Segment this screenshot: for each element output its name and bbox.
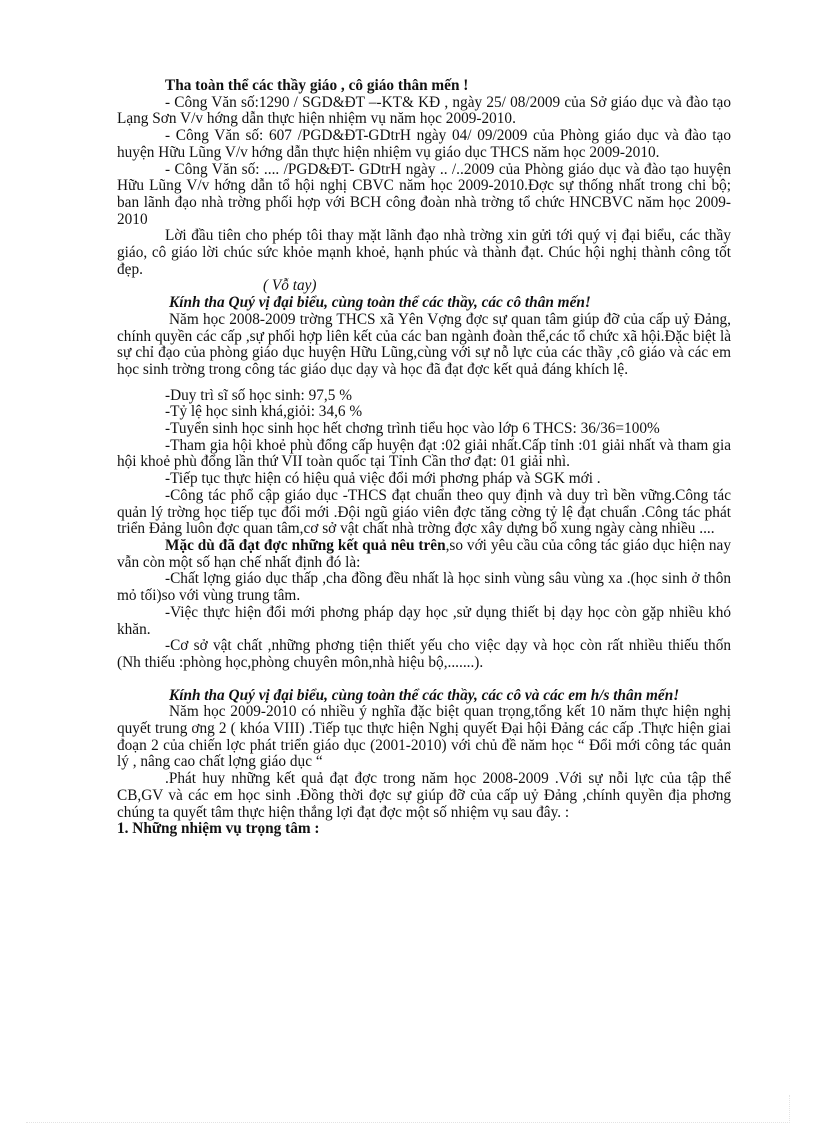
greeting-line: Tha toàn thể các thầy giáo , cô giáo thân mến ! bbox=[165, 77, 469, 94]
limitation-co-so: -Cơ sở vật chất ,những phơng tiện thiết yếu cho việc dạy và học còn rất nhiều thiếu thốn (Nh thiếu :phòng học,phòng chuyên môn,nhà hiệu bộ,.......). bbox=[117, 637, 731, 671]
result-doi-moi: -Tiếp tục thực hiện có hiệu quả việc đổi mới phơng pháp và SGK mới . bbox=[165, 470, 601, 488]
paragraph-loi-dau-tien: Lời đầu tiên cho phép tôi thay mặt lãnh đạo nhà trờng xin gửi tới quý vị đại biểu, các thầy giáo, cô giáo lời chúc sức khỏe mạnh khoẻ, hạnh phúc và thành đạt. Chúc hội nghị thành công tốt đẹp. bbox=[117, 227, 731, 278]
salutation-1: Kính tha Quý vị đại biểu, cùng toàn thể các thầy, các cô thân mến! bbox=[169, 294, 591, 312]
result-tuyen-sinh: -Tuyển sinh học sinh học hết chơng trình tiểu học vào lớp 6 THCS: 36/36=100% bbox=[165, 420, 660, 438]
result-pho-cap: -Công tác phổ cập giáo dục -THCS đạt chuẩn theo quy định và duy trì bền vững.Công tác quản lý trờng học tiếp tục đổi mới .Đội ngũ giáo viên đợc tăng cờng tỷ lệ đạt chuẩn .Công tác phát triển Đảng luôn đợc quan tâm,cơ sở vật chất nhà trờng đợc xây dựng bổ xung ngày càng nhiều .... bbox=[117, 486, 731, 538]
paragraph-cv-1290: - Công Văn số:1290 / SGD&ĐT –-KT& KĐ , ngày 25/ 08/2009 của Sở giáo dục và đào tạo Lạng Sơn V/v hớng dẫn thực hiện nhiệm vụ năm học 2009-2010. bbox=[117, 93, 731, 128]
paragraph-cv-607: - Công Văn số: 607 /PGD&ĐT-GDtrH ngày 04/ 09/2009 của Phòng giáo dục và đào tạo huyện Hữu Lũng V/v hớng dẫn thực hiện nhiệm vụ giáo dục THCS năm học 2009-2010. bbox=[117, 127, 731, 161]
result-duy-tri: -Duy trì sĩ số học sinh: 97,5 % bbox=[165, 386, 352, 404]
paragraph-nam-hoc-2008: Năm học 2008-2009 trờng THCS xã Yên Vợng đợc sự quan tâm giúp đỡ của cấp uỷ Đảng, chính quyền các cấp ,sự phối hợp liên kết của các ban ngành đoàn thể,các tổ chức xã hội.Đặc biệt là sự chỉ đạo của phòng giáo dục huyện Hữu Lũng,cùng với sự nỗ lực của các thầy ,cô giáo và các em học sinh trờng trong công tác giáo dục dạy và học đã đạt đợc kết quả đáng khích lệ. bbox=[117, 310, 731, 378]
salutation-2: Kính tha Quý vị đại biểu, cùng toàn thể các thầy, các cô và các em h/s thân mến! bbox=[169, 686, 680, 704]
paragraph-nam-hoc-2009: Năm học 2009-2010 có nhiều ý nghĩa đặc biệt quan trọng,tổng kết 10 năm thực hiện nghị quyết trung ơng 2 ( khóa VIII) .Tiếp tục thực hiện Nghị quyết Đại hội Đảng các cấp .Thực hiện giai đoạn 2 của chiến lợc phát triển giáo dục (2001-2010) với chủ đề năm học “ Đổi mới công tác quản lý , nâng cao chất lợng giáo dục “ bbox=[117, 703, 731, 771]
mac-du-bold: Mặc dù đã đạt đợc những kết quả nêu trên bbox=[165, 536, 446, 554]
result-hoi-khoe: -Tham gia hội khoẻ phù đổng cấp huyện đạt :02 giải nhất.Cấp tỉnh :01 giải nhất và tham gia hội khoẻ phù đổng lần thứ VII toàn quốc tại Tỉnh Cần thơ đạt: 01 giải nhì. bbox=[117, 436, 731, 471]
limitation-doi-moi: -Việc thực hiện đổi mới phơng pháp dạy học ,sử dụng thiết bị dạy học còn gặp nhiều khó khăn. bbox=[117, 603, 731, 638]
applause-note: ( Vỗ tay) bbox=[263, 277, 317, 295]
paragraph-cv-hoi-nghi: - Công Văn số: .... /PGD&ĐT- GDtrH ngày .. /..2009 của Phòng giáo dục và đào tạo huyện Hữu Lũng V/v hớng dẫn tổ hội nghị CBVC năm học 2009-2010.Đợc sự thống nhất trong chi bộ; ban lãnh đạo nhà trờng phối hợp với BCH công đoàn nhà trờng tổ chức HNCBVC năm học 2009-2010 bbox=[117, 160, 731, 228]
limitation-chat-luong: -Chất lợng giáo dục thấp ,cha đồng đều nhất là học sinh vùng sâu vùng xa .(học sinh ở thôn mỏ tối)so với vùng trung tâm. bbox=[117, 570, 731, 605]
mac-du-rest: ,so với yêu cầu của công tác giáo dục hiện nay vẫn còn một số hạn chế nhất định đó là: bbox=[117, 536, 731, 571]
paragraph-phat-huy: .Phát huy những kết quả đạt đợc trong năm học 2008-2009 .Với sự nỗi lực của tập thể CB,GV và các em học sinh .Đồng thời đợc sự giúp đỡ của cấp uỷ Đảng ,chính quyền địa phơng chúng ta quyết tâm thực hiện thắng lợi đạt đợc một số nhiệm vụ sau đây. : bbox=[117, 770, 731, 821]
page-corner-dotted-rule bbox=[789, 1095, 790, 1121]
document-page bbox=[117, 78, 731, 838]
result-ty-le: -Tỷ lệ học sinh khá,giỏi: 34,6 % bbox=[165, 403, 363, 421]
paragraph-mac-du bbox=[117, 538, 731, 571]
section-heading-1: 1. Những nhiệm vụ trọng tâm : bbox=[117, 820, 320, 838]
